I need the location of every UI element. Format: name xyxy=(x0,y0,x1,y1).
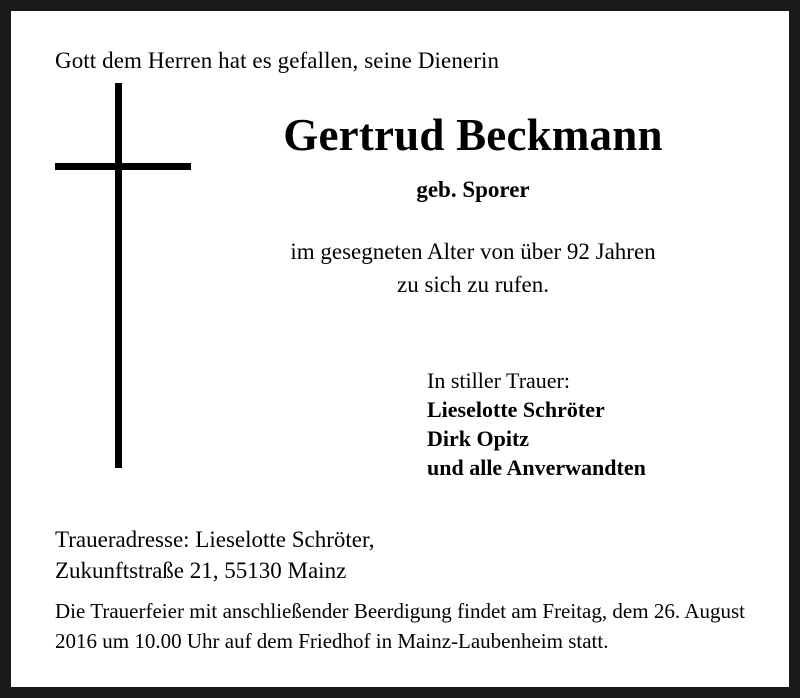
cross-vertical-bar xyxy=(115,83,122,468)
obituary-paper xyxy=(11,11,789,687)
mourner-name: Lieselotte Schröter xyxy=(427,397,605,423)
mourner-name: Dirk Opitz xyxy=(427,426,530,452)
cross-horizontal-bar xyxy=(55,163,191,170)
age-text xyxy=(201,235,745,302)
address-line-2: Zukunftstraße 21, 55130 Mainz xyxy=(55,557,347,583)
opening-line: Gott dem Herren hat es gefallen, seine Dienerin xyxy=(55,48,500,73)
address-line-1: Traueradresse: Lieselotte Schröter, xyxy=(55,527,375,552)
maiden-name: geb. Sporer xyxy=(416,176,530,202)
mourning-address xyxy=(55,525,745,586)
name-block xyxy=(201,111,745,301)
mourners-block xyxy=(427,366,646,482)
mourner-name: und alle Anverwandten xyxy=(427,455,646,481)
mourning-lead: In stiller Trauer: xyxy=(427,368,570,393)
ceremony-details: Die Trauerfeier mit anschließender Beerdigung findet am Freitag, dem 26. August 2016 um 10.00 Uhr auf dem Friedhof in Mainz-Laubenheim statt. xyxy=(55,599,745,653)
deceased-name: Gertrud Beckmann xyxy=(283,110,663,160)
age-line-1: im gesegneten Alter von über 92 Jahren xyxy=(290,238,656,264)
age-line-2: zu sich zu rufen. xyxy=(397,271,549,297)
christian-cross-icon xyxy=(55,83,195,468)
